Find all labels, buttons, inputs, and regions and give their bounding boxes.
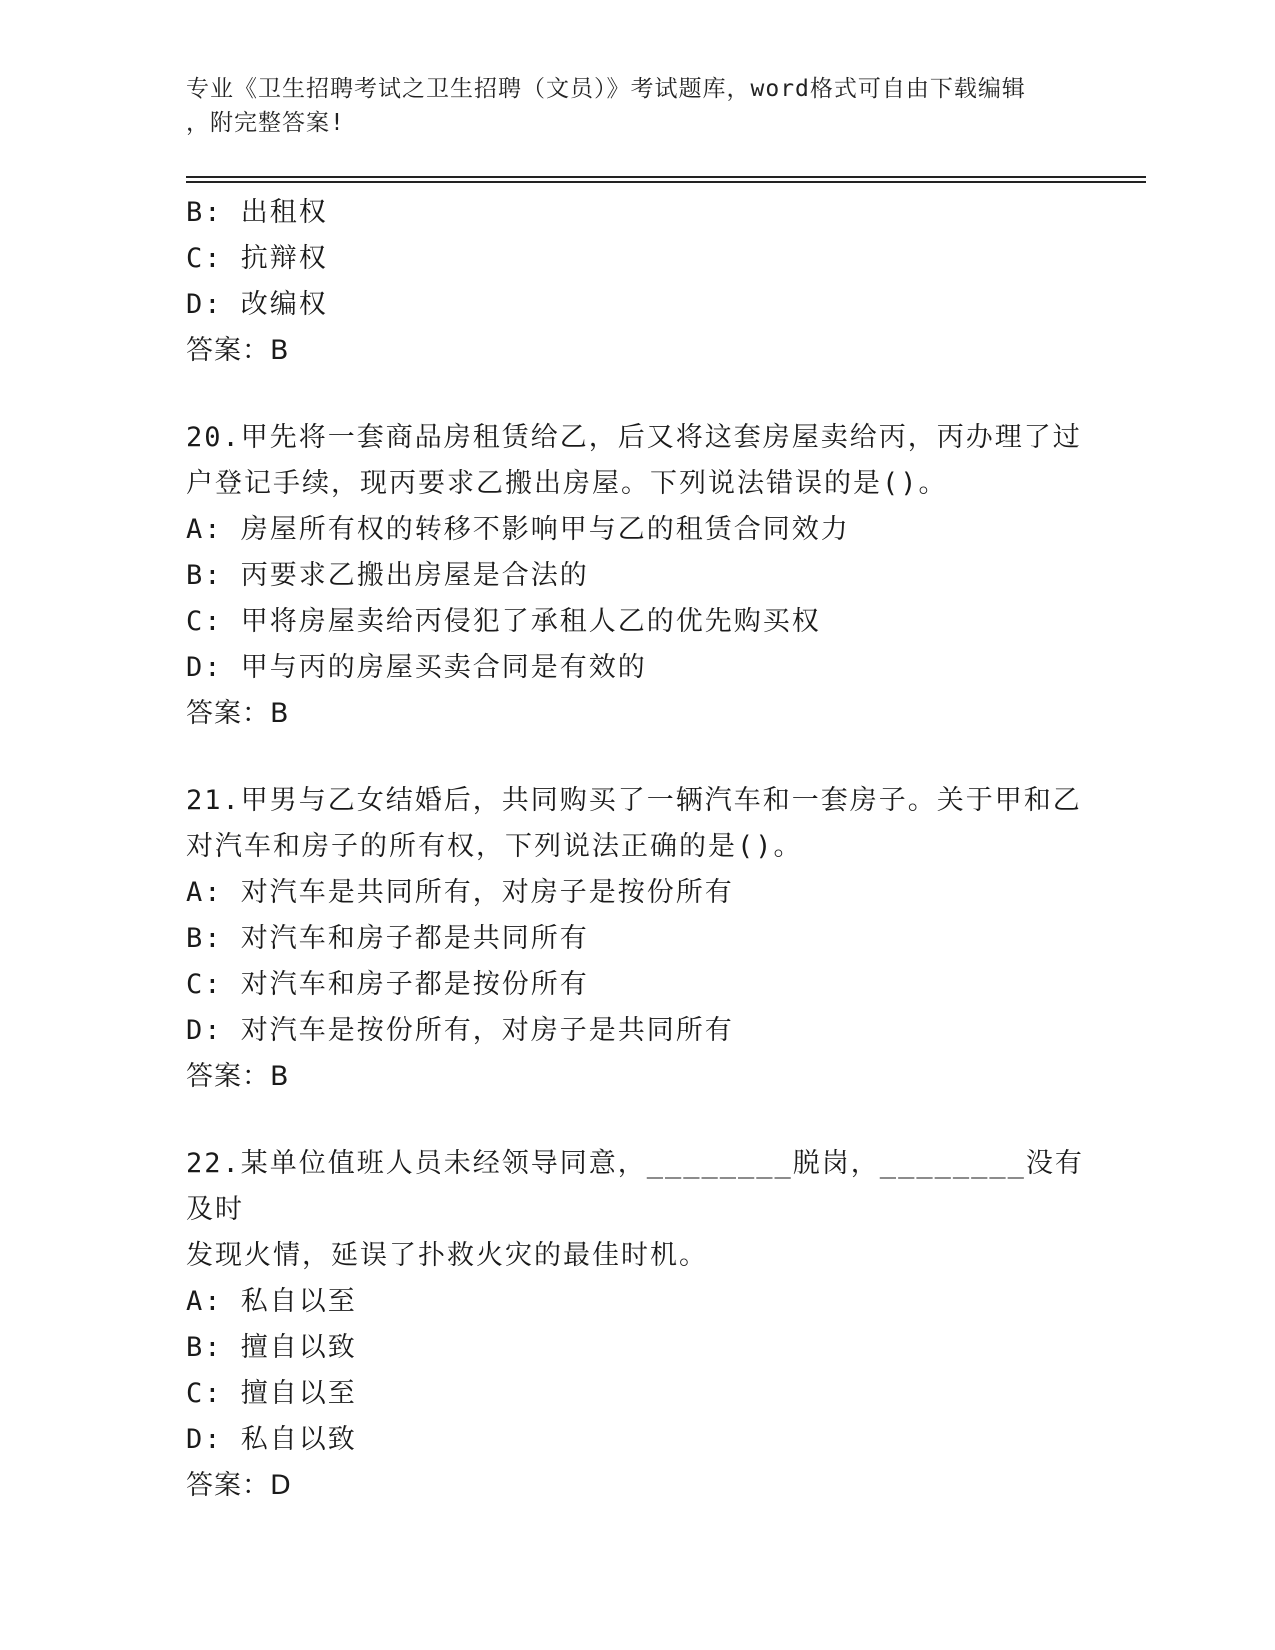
option-b: B: 丙要求乙搬出房屋是合法的	[186, 560, 589, 591]
question-spacer	[186, 1100, 1086, 1141]
header-line-2: ，附完整答案!	[186, 110, 345, 136]
question-19-continued	[186, 190, 1086, 374]
option-c: C: 抗辩权	[186, 243, 328, 274]
header-divider-bottom	[186, 181, 1146, 183]
option-d: D: 改编权	[186, 289, 328, 320]
option-b: B: 擅自以致	[186, 1332, 357, 1363]
option-c: C: 甲将房屋卖给丙侵犯了承租人乙的优先购买权	[186, 606, 821, 637]
answer-line: 答案：B	[186, 698, 290, 729]
header-divider-top	[186, 176, 1146, 178]
answer-line: 答案：D	[186, 1470, 292, 1501]
question-21	[186, 778, 1086, 1100]
question-stem-line: 发现火情，延误了扑救火灾的最佳时机。	[186, 1240, 708, 1271]
option-a: A: 对汽车是共同所有，对房子是按份所有	[186, 877, 734, 908]
answer-line: 答案：B	[186, 335, 290, 366]
question-stem-line: 21.甲男与乙女结婚后，共同购买了一辆汽车和一套房子。关于甲和乙	[186, 785, 1082, 816]
option-d: D: 私自以致	[186, 1424, 357, 1455]
question-stem-line: 对汽车和房子的所有权，下列说法正确的是()。	[186, 831, 803, 862]
question-20	[186, 415, 1086, 737]
option-d: D: 对汽车是按份所有，对房子是共同所有	[186, 1015, 734, 1046]
option-d: D: 甲与丙的房屋买卖合同是有效的	[186, 652, 647, 683]
document-header	[186, 72, 1086, 140]
option-c: C: 对汽车和房子都是按份所有	[186, 969, 589, 1000]
question-stem-line: 20.甲先将一套商品房租赁给乙，后又将这套房屋卖给丙，丙办理了过	[186, 422, 1082, 453]
question-spacer	[186, 374, 1086, 415]
answer-line: 答案：B	[186, 1061, 290, 1092]
question-spacer	[186, 737, 1086, 778]
option-c: C: 擅自以至	[186, 1378, 357, 1409]
document-content	[186, 190, 1086, 1509]
option-a: A: 私自以至	[186, 1286, 357, 1317]
question-stem-line: 户登记手续，现丙要求乙搬出房屋。下列说法错误的是()。	[186, 468, 948, 499]
option-b: B: 出租权	[186, 197, 328, 228]
question-stem-line: 22.某单位值班人员未经领导同意，________脱岗，________没有及时	[186, 1148, 1084, 1225]
option-a: A: 房屋所有权的转移不影响甲与乙的租赁合同效力	[186, 514, 850, 545]
option-b: B: 对汽车和房子都是共同所有	[186, 923, 589, 954]
question-22	[186, 1141, 1086, 1509]
header-line-1: 专业《卫生招聘考试之卫生招聘（文员）》考试题库，word格式可自由下载编辑	[186, 76, 1026, 102]
